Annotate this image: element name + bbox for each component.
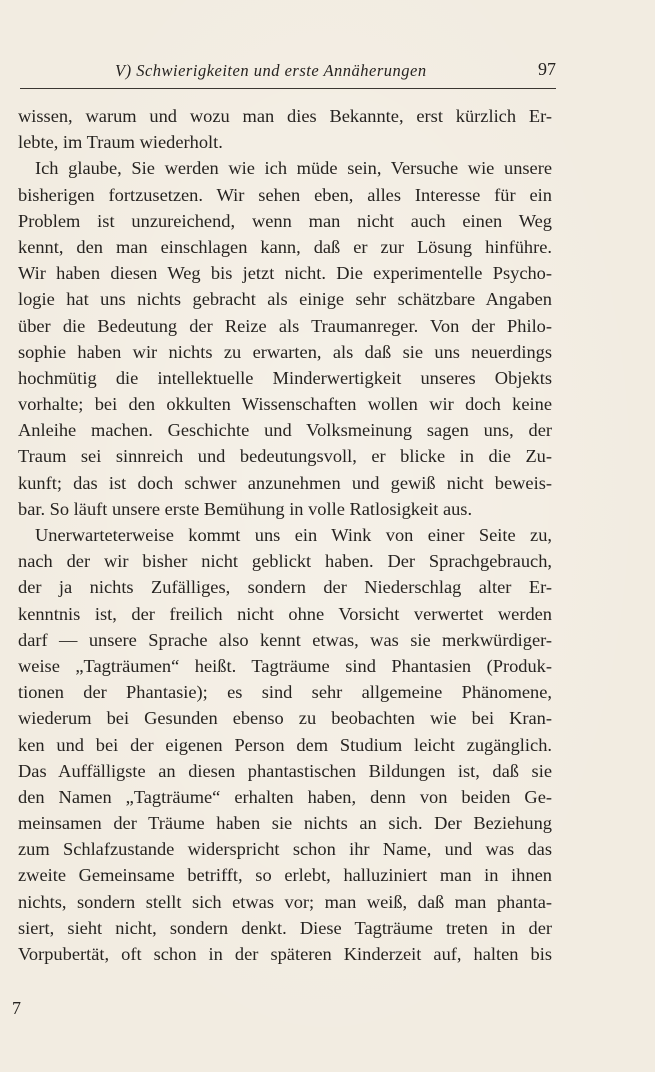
text-line: über die Bedeutung der Reize als Traumanreger. Von der Philo- <box>18 315 552 336</box>
text-line: kunft; das ist doch schwer anzunehmen und gewiß nicht beweis- <box>18 472 552 493</box>
text-line: nach der wir bisher nicht geblickt haben. Der Sprachgebrauch, <box>18 551 552 572</box>
text-line: Das Auffälligste an diesen phantastischen Bildungen ist, daß sie <box>18 760 552 781</box>
text-line: Anleihe machen. Geschichte und Volksmeinung sagen uns, der <box>18 420 552 441</box>
text-line: nichts, sondern stellt sich etwas vor; man weiß, daß man phanta- <box>18 891 552 912</box>
chapter-title: V) Schwierigkeiten und erste Annäherungen <box>115 61 427 80</box>
body-text <box>18 103 552 967</box>
text-line: vorhalte; bei den okkulten Wissenschaften wollen wir doch keine <box>18 394 552 415</box>
text-line: meinsamen der Träume haben sie nichts an sich. Der Beziehung <box>18 813 552 834</box>
text-line: bar. So läuft unsere erste Bemühung in volle Ratlosigkeit aus. <box>18 498 473 519</box>
text-line: zweite Gemeinsame betrifft, so erlebt, halluziniert man in ihnen <box>18 865 552 886</box>
text-line: Unerwarteterweise kommt uns ein Wink von einer Seite zu, <box>35 525 552 545</box>
text-line: kenntnis ist, der freilich nicht ohne Vorsicht verwertet werden <box>18 603 552 624</box>
running-header <box>20 58 556 89</box>
text-line: weise „Tagträumen“ heißt. Tagträume sind Phantasien (Produk- <box>18 655 552 676</box>
text-line: sophie haben wir nichts zu erwarten, als daß sie uns neuerdings <box>18 341 552 362</box>
text-line: Vorpubertät, oft schon in der späteren Kinderzeit auf, halten bis <box>18 944 552 964</box>
text-line: Traum sei sinnreich und bedeutungsvoll, er blicke in die Zu- <box>18 446 552 467</box>
text-line: kennt, den man einschlagen kann, daß er zur Lösung hinführe. <box>18 236 552 257</box>
text-line: ken und bei der eigenen Person dem Studium leicht zugänglich. <box>18 734 552 755</box>
text-line: der ja nichts Zufälliges, sondern der Niederschlag alter Er- <box>18 577 552 598</box>
text-line: wiederum bei Gesunden ebenso zu beobachten wie bei Kran- <box>18 708 552 729</box>
text-line: logie hat uns nichts gebracht als einige sehr schätzbare Angaben <box>18 289 552 310</box>
page-number: 97 <box>538 59 556 79</box>
text-line: siert, sieht nicht, sondern denkt. Diese Tagträume treten in der <box>18 917 552 938</box>
printer-signature-mark: 7 <box>12 998 21 1018</box>
text-line: darf — unsere Sprache also kennt etwas, was sie merkwürdiger- <box>18 629 552 650</box>
text-line: zum Schlafzustande widerspricht schon ihr Name, und was das <box>18 839 552 860</box>
text-line: wissen, warum und wozu man dies Bekannte, erst kürzlich Er- <box>18 106 552 126</box>
text-line: Ich glaube, Sie werden wie ich müde sein, Versuche wie unsere <box>35 158 552 179</box>
text-line: hochmütig die intellektuelle Minderwertigkeit unseres Objekts <box>18 367 552 388</box>
text-line: lebte, im Traum wiederholt. <box>18 132 223 153</box>
text-line: Problem ist unzureichend, wenn man nicht auch einen Weg <box>18 210 552 231</box>
text-line: den Namen „Tagträume“ erhalten haben, denn von beiden Ge- <box>18 786 552 807</box>
text-line: tionen der Phantasie); es sind sehr allgemeine Phänomene, <box>18 682 552 703</box>
text-line: bisherigen fortzusetzen. Wir sehen eben, alles Interesse für ein <box>18 184 552 205</box>
text-line: Wir haben diesen Weg bis jetzt nicht. Die experimentelle Psycho- <box>18 263 552 284</box>
